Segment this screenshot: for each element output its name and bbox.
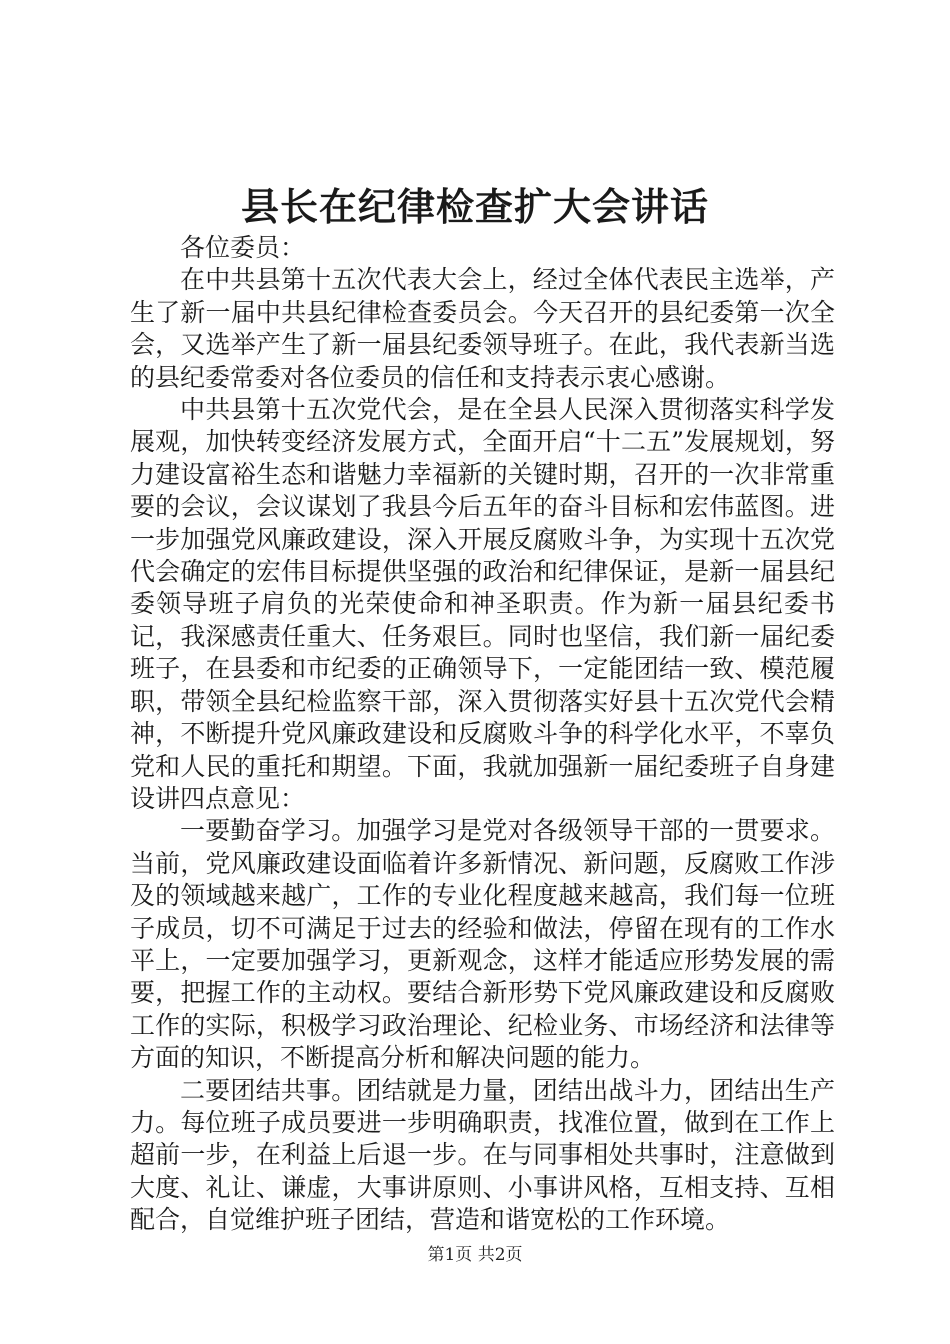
paragraph: 中共县第十五次党代会，是在全县人民深入贯彻落实科学发展观，加快转变经济发展方式，全面开启“十二五”发展规划，努力建设富裕生态和谐魅力幸福新的关键时期，召开的一次非常重要的会议，会议谋划了我县今后五年的奋斗目标和宏伟蓝图。进一步加强党风廉政建设，深入开展反腐败斗争，为实现十五次党代会确定的宏伟目标提供坚强的政治和纪律保证，是新一届县纪委领导班子肩负的光荣使命和神圣职责。作为新一届县纪委书记，我深感责任重大、任务艰巨。同时也坚信，我们新一届纪委班子，在县委和市纪委的正确领导下，一定能团结一致、模范履职，带领全县纪检监察干部，深入贯彻落实好县十五次党代会精神，不断提升党风廉政建设和反腐败斗争的科学化水平，不辜负党和人民的重托和期望。下面，我就加强新一届纪委班子自身建设讲四点意见： [130, 395, 835, 813]
paragraph: 一要勤奋学习。加强学习是党对各级领导干部的一贯要求。当前，党风廉政建设面临着许多新情况、新问题，反腐败工作涉及的领域越来越广，工作的专业化程度越来越高，我们每一位班子成员，切不可满足于过去的经验和做法，停留在现有的工作水平上，一定要加强学习，更新观念，这样才能适应形势发展的需要，把握工作的主动权。要结合新形势下党风廉政建设和反腐败工作的实际，积极学习政治理论、纪检业务、市场经济和法律等方面的知识，不断提高分析和解决问题的能力。 [130, 816, 835, 1073]
page-number-footer: 第1页 共2页 [427, 1245, 523, 1265]
paragraph: 在中共县第十五次代表大会上，经过全体代表民主选举，产生了新一届中共县纪律检查委员会。今天召开的县纪委第一次全会，又选举产生了新一届县纪委领导班子。在此，我代表新当选的县纪委常委对各位委员的信任和支持表示衷心感谢。 [130, 265, 835, 392]
salutation: 各位委员： [180, 233, 306, 262]
document-title: 县长在纪律检查扩大会讲话 [240, 184, 709, 229]
paragraph: 二要团结共事。团结就是力量，团结出战斗力，团结出生产力。每位班子成员要进一步明确职责，找准位置，做到在工作上超前一步，在利益上后退一步。在与同事相处共事时，注意做到大度、礼让、谦虚，大事讲原则、小事讲风格，互相支持、互相配合，自觉维护班子团结，营造和谐宽松的工作环境。 [130, 1075, 835, 1235]
document-body [130, 232, 835, 1237]
